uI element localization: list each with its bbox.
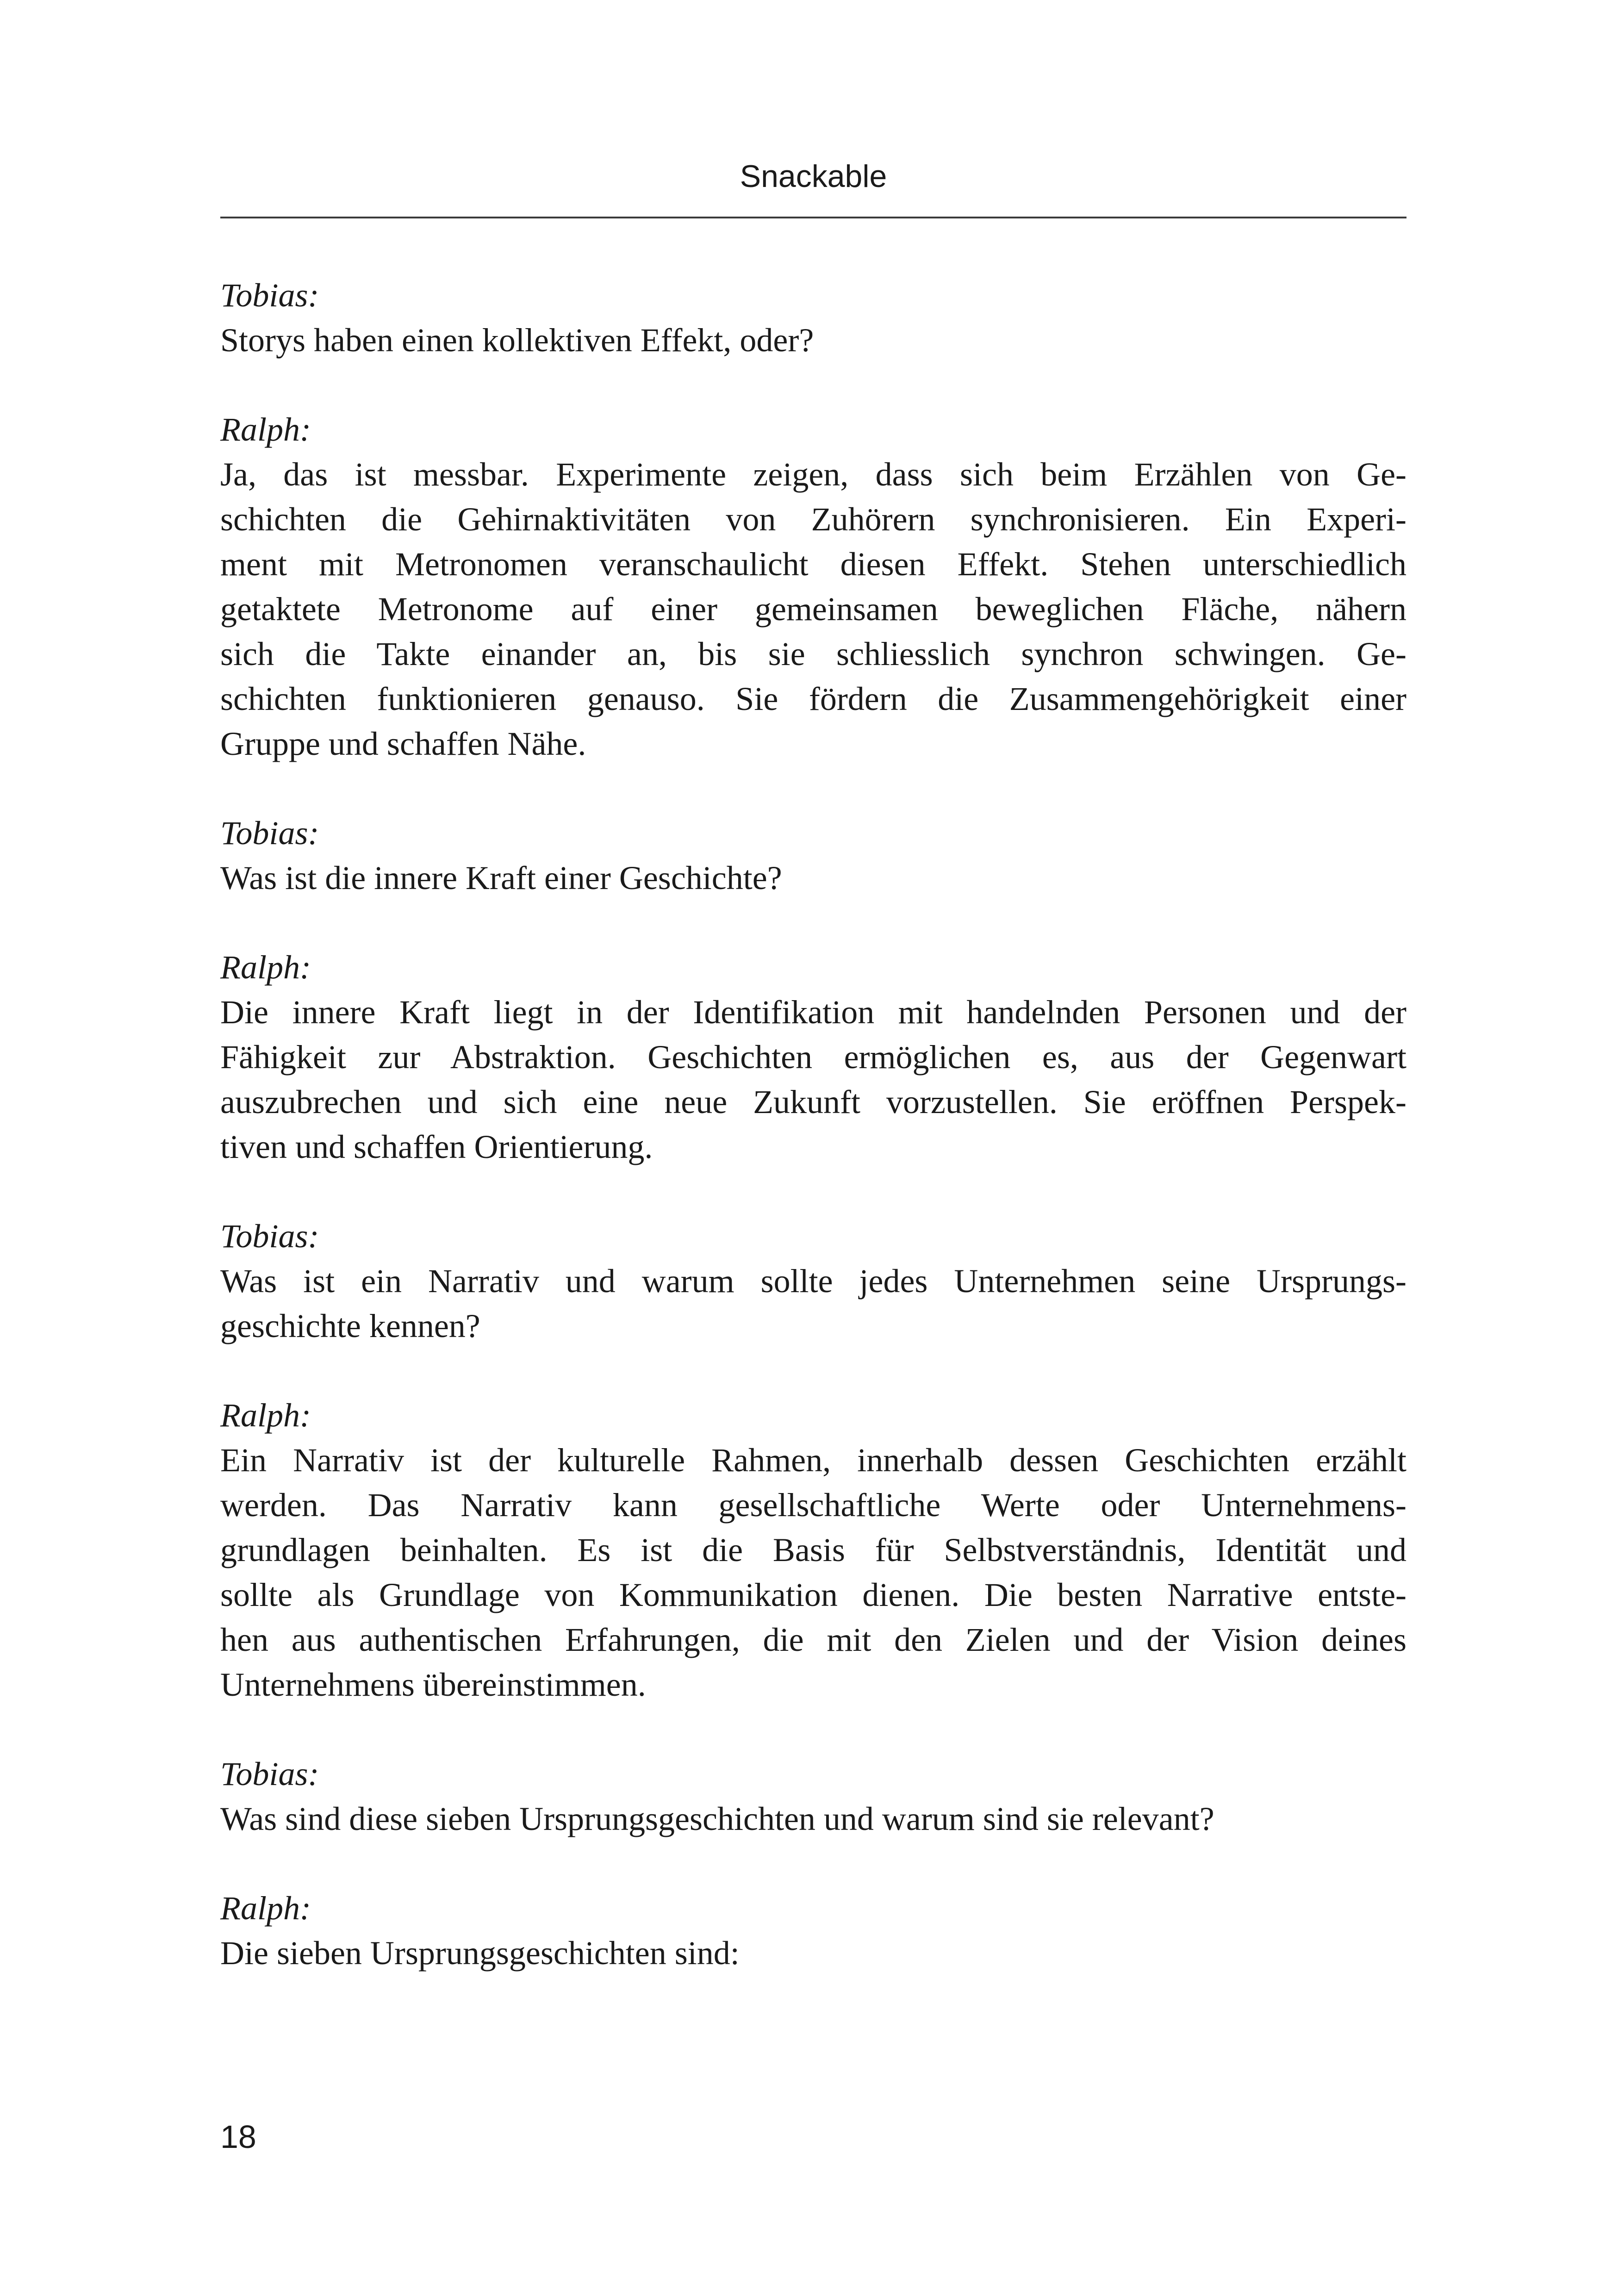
dialogue-body xyxy=(220,273,1406,2020)
dialogue-text-line: geschichte kennen? xyxy=(220,1307,480,1344)
dialogue-exchange xyxy=(220,1214,1406,1349)
dialogue-text-line: getaktete Metronome auf einer gemeinsamen beweglichen Fläche, nähern xyxy=(220,591,1406,628)
dialogue-exchange xyxy=(220,1752,1406,1842)
speaker-label: Tobias: xyxy=(220,277,319,314)
speaker-label: Tobias: xyxy=(220,1755,319,1792)
dialogue-text-line: Storys haben einen kollektiven Effekt, oder? xyxy=(220,322,814,359)
dialogue-text-line: auszubrechen und sich eine neue Zukunft vorzustellen. Sie eröffnen Perspek- xyxy=(220,1083,1406,1120)
dialogue-text-line: werden. Das Narrativ kann gesellschaftliche Werte oder Unternehmens- xyxy=(220,1487,1406,1524)
speaker-label: Tobias: xyxy=(220,1218,319,1255)
speaker-label: Ralph: xyxy=(220,1890,311,1927)
speaker-label: Ralph: xyxy=(220,411,311,448)
dialogue-text-line: sollte als Grundlage von Kommunikation dienen. Die besten Narrative entste- xyxy=(220,1576,1406,1613)
dialogue-exchange xyxy=(220,1393,1406,1707)
speaker-label: Tobias: xyxy=(220,815,319,852)
speaker-label: Ralph: xyxy=(220,949,311,986)
dialogue-text-line: Was ist die innere Kraft einer Geschichte? xyxy=(220,859,782,896)
dialogue-exchange xyxy=(220,273,1406,363)
dialogue-text-line: tiven und schaffen Orientierung. xyxy=(220,1128,653,1165)
dialogue-text-line: Ein Narrativ ist der kulturelle Rahmen, innerhalb dessen Geschichten erzählt xyxy=(220,1442,1406,1479)
dialogue-exchange xyxy=(220,407,1406,766)
running-head-title: Snackable xyxy=(740,159,887,194)
dialogue-exchange xyxy=(220,945,1406,1170)
dialogue-text-line: schichten die Gehirnaktivitäten von Zuhörern synchronisieren. Ein Experi- xyxy=(220,501,1406,538)
dialogue-text-line: Was ist ein Narrativ und warum sollte jedes Unternehmen seine Ursprungs- xyxy=(220,1263,1406,1300)
dialogue-text-line: Die sieben Ursprungsgeschichten sind: xyxy=(220,1935,740,1972)
dialogue-text-line: grundlagen beinhalten. Es ist die Basis für Selbstverständnis, Identität und xyxy=(220,1531,1406,1568)
dialogue-text-line: Fähigkeit zur Abstraktion. Geschichten ermöglichen es, aus der Gegenwart xyxy=(220,1039,1406,1076)
dialogue-text-line: hen aus authentischen Erfahrungen, die mit den Zielen und der Vision deines xyxy=(220,1621,1406,1658)
dialogue-text-line: Die innere Kraft liegt in der Identifikation mit handelnden Personen und der xyxy=(220,994,1406,1031)
dialogue-text-line: ment mit Metronomen veranschaulicht diesen Effekt. Stehen unterschiedlich xyxy=(220,546,1406,583)
speaker-label: Ralph: xyxy=(220,1397,311,1434)
dialogue-text-line: Ja, das ist messbar. Experimente zeigen, dass sich beim Erzählen von Ge- xyxy=(220,456,1406,493)
dialogue-text-line: sich die Takte einander an, bis sie schliesslich synchron schwingen. Ge- xyxy=(220,635,1406,672)
page-number: 18 xyxy=(220,2119,256,2155)
dialogue-text-line: Gruppe und schaffen Nähe. xyxy=(220,725,586,762)
dialogue-exchange xyxy=(220,1886,1406,1976)
dialogue-text-line: schichten funktionieren genauso. Sie fördern die Zusammengehörigkeit einer xyxy=(220,680,1406,717)
dialogue-exchange xyxy=(220,811,1406,901)
header-divider xyxy=(220,217,1406,218)
dialogue-text-line: Was sind diese sieben Ursprungsgeschichten und warum sind sie relevant? xyxy=(220,1800,1214,1837)
dialogue-text-line: Unternehmens übereinstimmen. xyxy=(220,1666,646,1703)
